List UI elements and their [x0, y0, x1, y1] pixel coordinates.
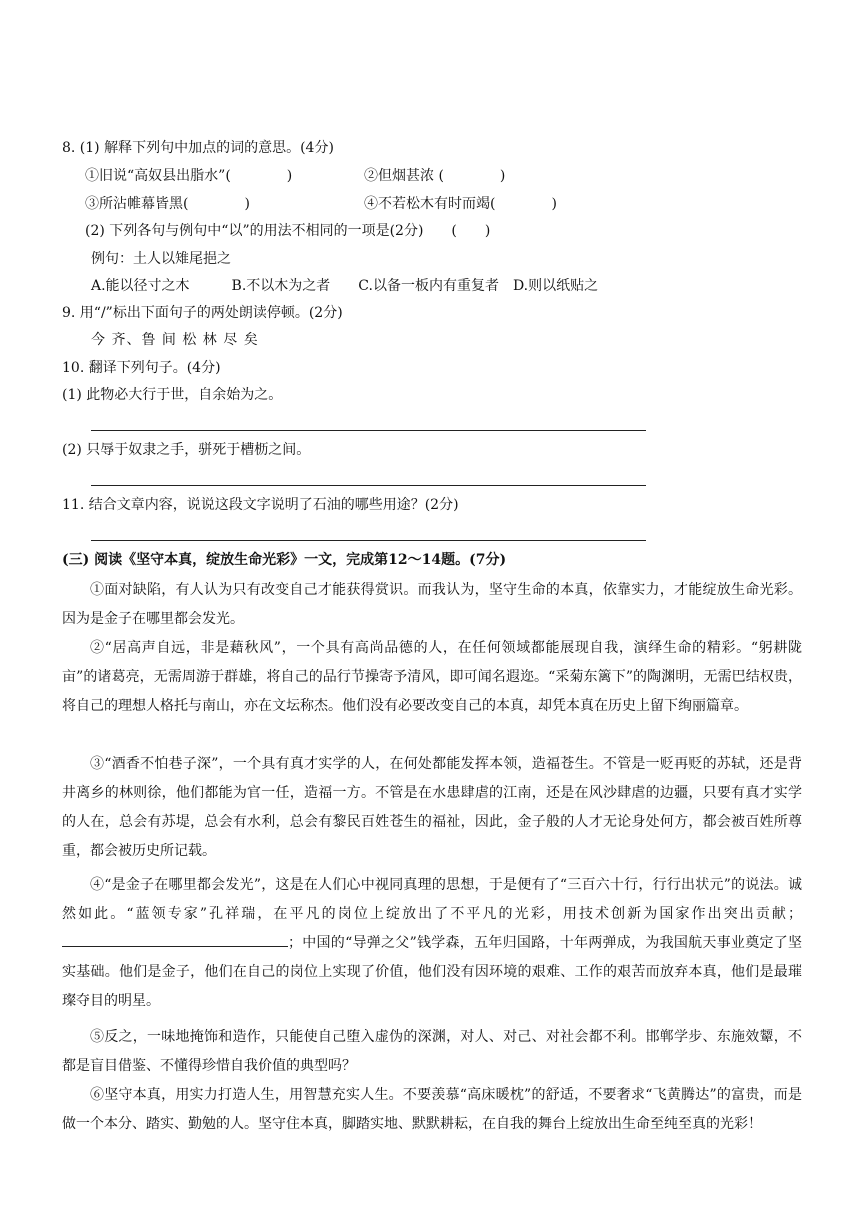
q8-options: A.能以径寸之木 B.不以木为之者 C.以备一板内有重复者 D.则以纸贴之 [91, 278, 599, 294]
q8-item-2: ②但烟甚浓 ( ) [364, 168, 506, 184]
q10-stem: 10. 翻译下列句子。(4分) [62, 360, 221, 376]
answer-line-1[interactable] [91, 430, 646, 431]
paragraph-4-part-a: ④“是金子在哪里都会发光”，这是在人们心中视同真理的思想，于是便有了“三百六十行，行行出状元”的说法。诚然如此。“蓝领专家”孔祥瑞，在平凡的岗位上绽放出了不平凡的光彩，用技术创新为国家作出突出贡献； [62, 877, 802, 922]
q8-part2: (2) 下列各句与例句中“以”的用法不相同的一项是(2分) ( ) [85, 223, 491, 239]
fill-in-blank[interactable] [62, 931, 288, 947]
paragraph-2: ②“居高声自远，非是藉秋风”，一个具有高尚品德的人，在任何领域都能展现自我，演绎生命的精彩。“躬耕陇亩”的诸葛亮，无需周游于群雄，将自己的品行节操寄予清风，即可闻名遐迩。“采菊东篱下”的陶渊明，无需巴结权贵，将自己的理想人格托与南山，亦在文坛称杰。他们没有必要改变自己的本真，却凭本真在历史上留下绚丽篇章。 [62, 640, 802, 714]
q9-sentence: 今 齐、鲁 间 松 林 尽 矣 [91, 332, 259, 348]
q10-sentence-2: (2) 只辱于奴隶之手，骈死于槽枥之间。 [62, 442, 311, 458]
q11-stem: 11. 结合文章内容，说说这段文字说明了石油的哪些用途？(2分) [62, 497, 459, 513]
paragraph-5: ⑤反之，一味地掩饰和造作，只能使自己堕入虚伪的深渊，对人、对己、对社会都不利。邯郸学步、东施效颦，不都是盲目借鉴、不懂得珍惜自我价值的典型吗？ [62, 1029, 802, 1074]
paragraph-3: ③“酒香不怕巷子深”，一个具有真才实学的人，在何处都能发挥本领，造福苍生。不管是一贬再贬的苏轼，还是背井离乡的林则徐，他们都能为官一任，造福一方。不管是在水患肆虐的江南，还是在风沙肆虐的边疆，只要有真才实学的人在，总会有苏堤，总会有水利，总会有黎民百姓苍生的福祉，因此，金子般的人才无论身处何方，都会被百姓所尊 重，都会被历史所记载。 [62, 756, 816, 859]
paragraph-6: ⑥坚守本真，用实力打造人生，用智慧充实人生。不要羡慕“高床暖枕”的舒适，不要奢求“飞黄腾达”的富贵，而是做一个本分、踏实、勤勉的人。坚守住本真，脚踏实地、默默耕耘，在自我的舞台上绽放出生命至纯至真的光彩！ [62, 1087, 802, 1132]
q8-example: 例句：土人以雉尾挹之 [91, 251, 231, 267]
section-3-heading: (三) 阅读《坚守本真，绽放生命光彩》一文，完成第12～14题。(7分) [62, 552, 507, 568]
answer-line-2[interactable] [91, 485, 646, 486]
paragraph-4 [62, 871, 802, 1016]
paragraph-4-part-b: ；中国的“导弹之父”钱学森，五年归国路，十年两弹成，为我国航天事业奠定了坚实基础。他们是金子，他们在自己的岗位上实现了价值，他们没有因环境的艰难、工作的艰苦而放弃本真，他们是最璀璨夺目的明星。 [62, 935, 802, 1009]
answer-line-3[interactable] [91, 540, 646, 541]
paragraph-1: ①面对缺陷，有人认为只有改变自己才能获得赏识。而我认为，坚守生命的本真，依靠实力，才能绽放生命光彩。因为是金子在哪里都会发光。 [62, 582, 802, 627]
q8-stem: 8. (1) 解释下列句中加点的词的意思。(4分) [62, 140, 334, 156]
q8-item-1: ①旧说“高奴县出脂水”( ) [85, 168, 293, 184]
q9-stem: 9. 用“/”标出下面句子的两处朗读停顿。(2分) [62, 305, 343, 321]
q8-item-3: ③所沾帷幕皆黑( ) [85, 196, 250, 212]
q8-item-4: ④不若松木有时而竭( ) [364, 196, 557, 212]
q10-sentence-1: (1) 此物必大行于世，自余始为之。 [62, 387, 283, 403]
